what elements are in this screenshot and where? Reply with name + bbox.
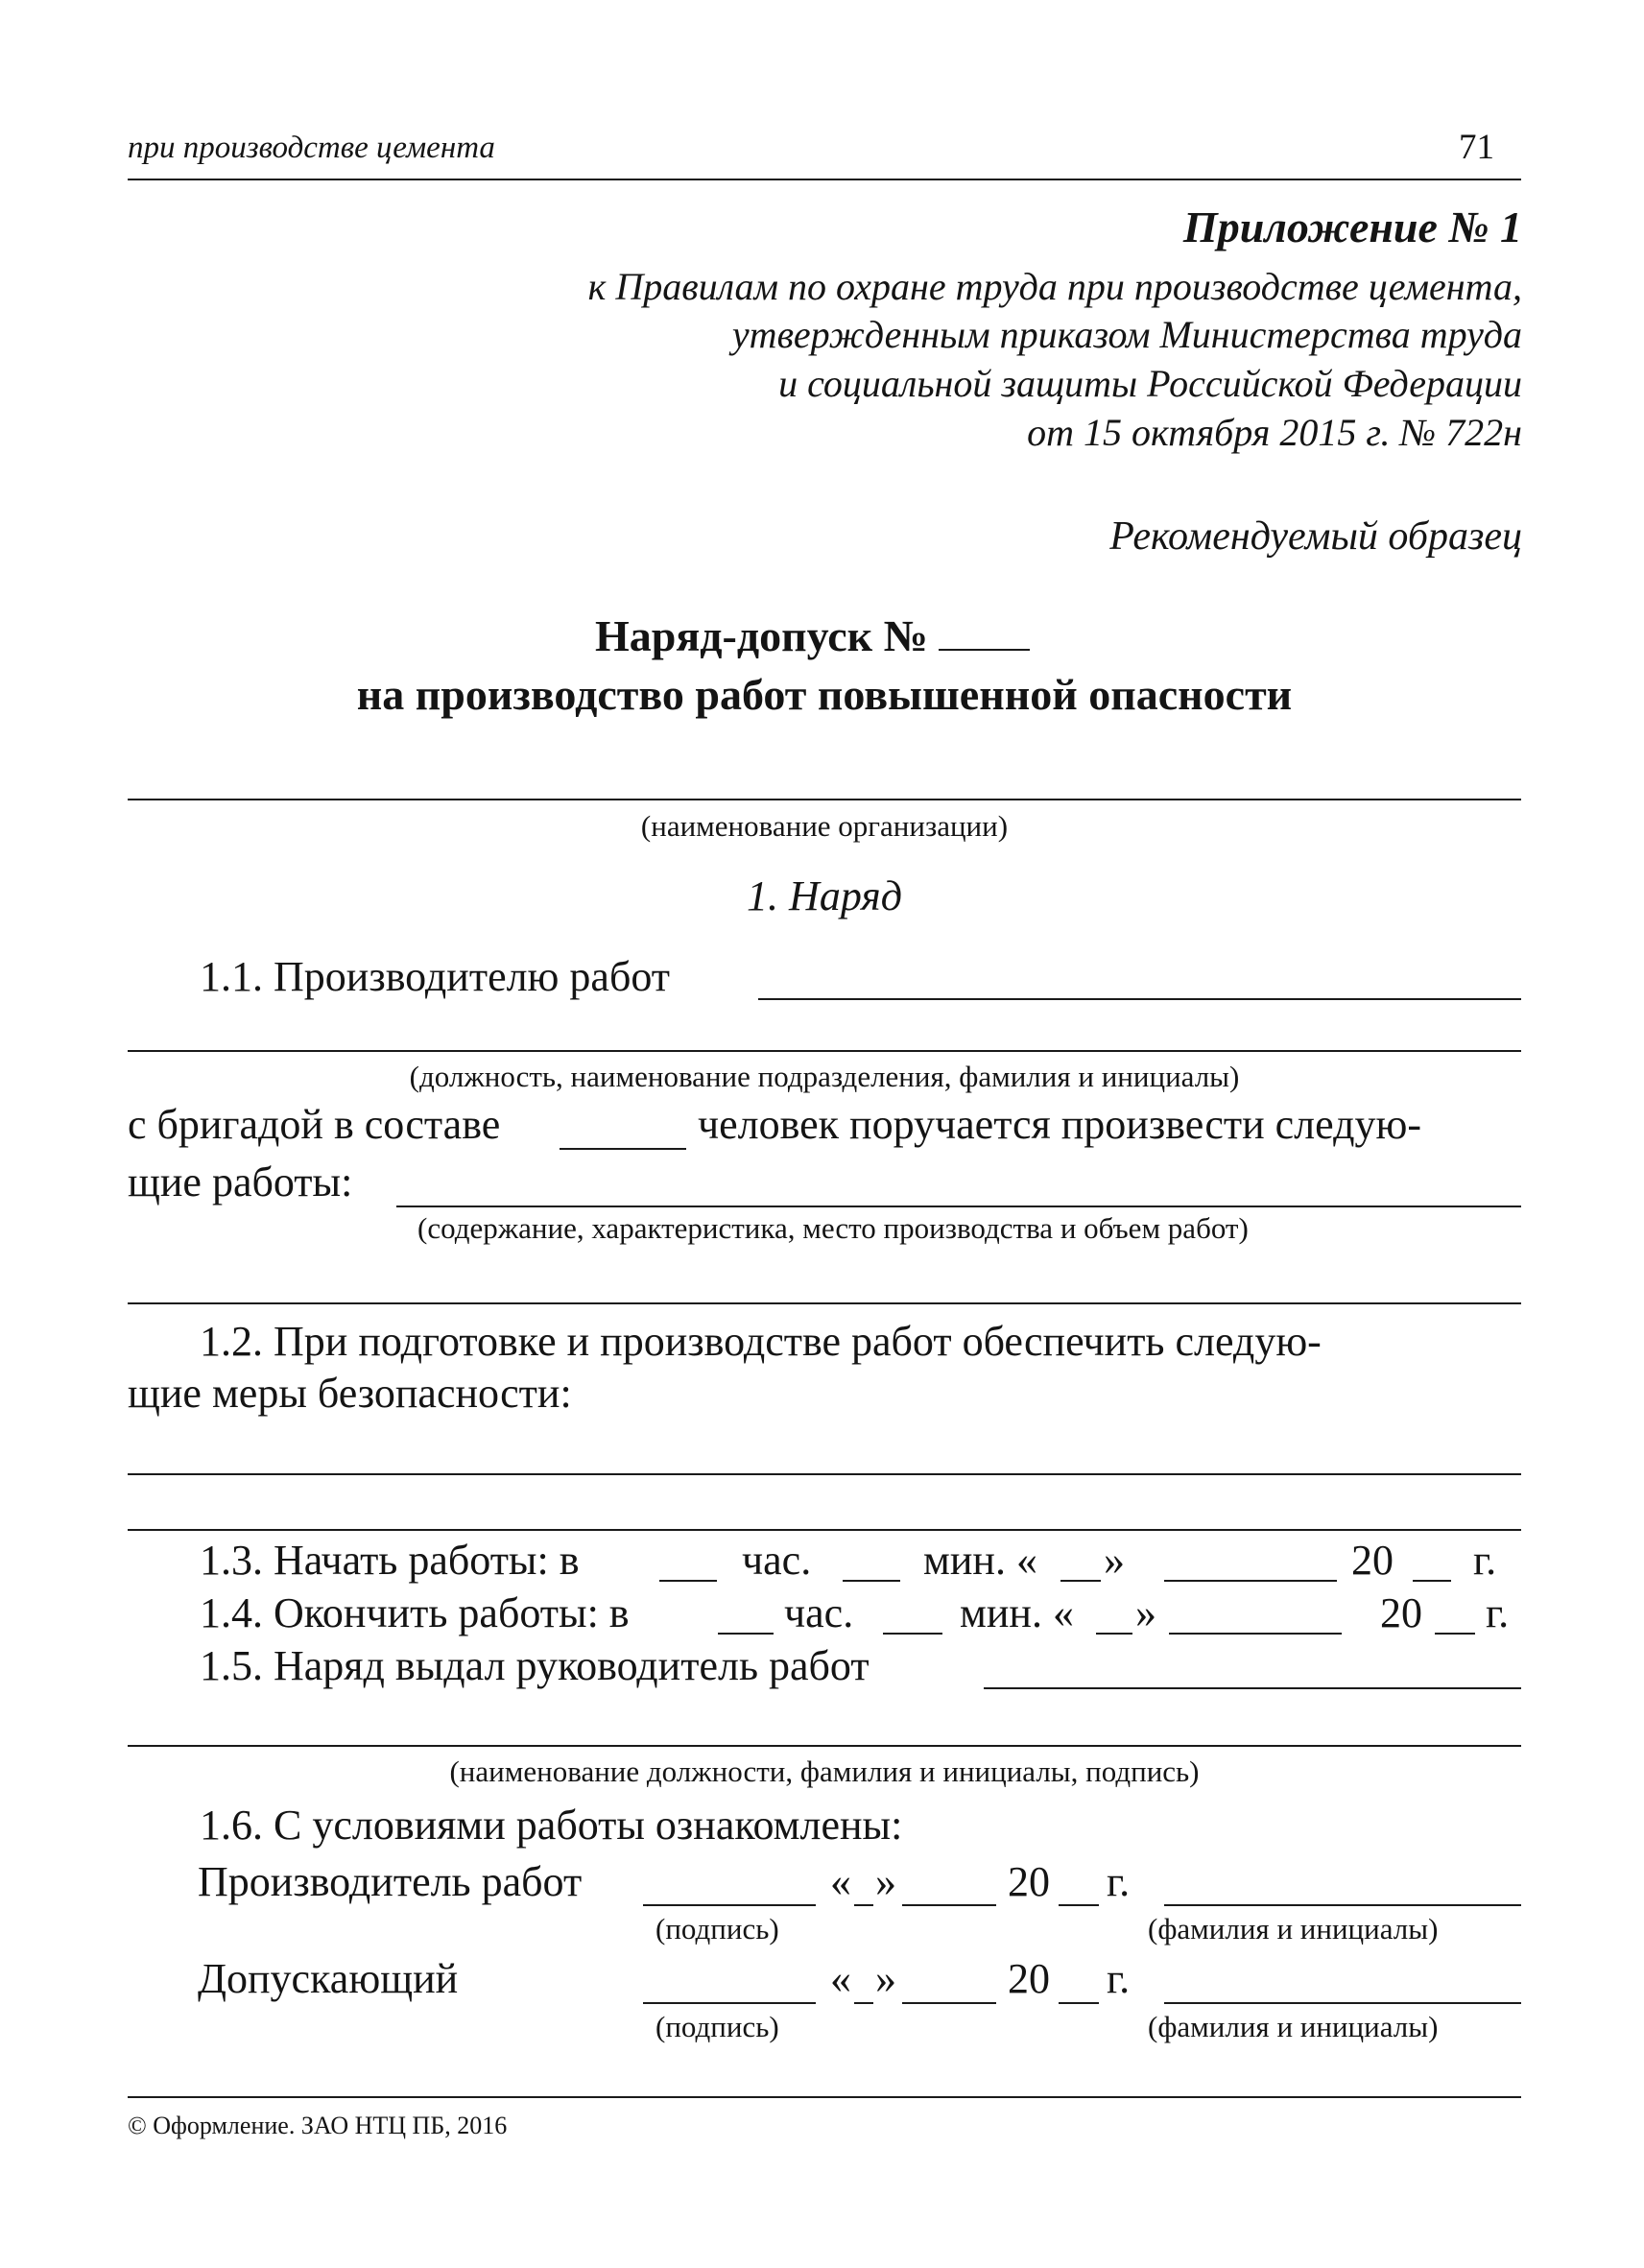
appendix-line-2: утвержденным приказом Министерства труда	[731, 313, 1522, 356]
page-number: 71	[1459, 128, 1494, 167]
admitting-month-blank[interactable]	[902, 2002, 996, 2004]
form-title-number: Наряд-допуск №	[595, 610, 1030, 661]
p1-4-year: 20	[1380, 1589, 1422, 1636]
p1-5-caption: (наименование должности, фамилия и инициалы, подпись)	[449, 1755, 1200, 1788]
producer-name-blank[interactable]	[1164, 1904, 1521, 1906]
admitting-year-blank[interactable]	[1059, 2002, 1099, 2004]
producer-g: г.	[1107, 1858, 1131, 1905]
producer-label: Производитель работ	[198, 1858, 583, 1905]
p1-4-min: мин. «	[960, 1589, 1074, 1636]
producer-day-blank[interactable]	[854, 1904, 873, 1906]
p1-6-label: 1.6. С условиями работы ознакомлены:	[200, 1802, 903, 1849]
p1-4-month-blank[interactable]	[1169, 1633, 1342, 1635]
p1-4-label: 1.4. Окончить работы: в	[200, 1589, 630, 1636]
p1-5-blank-2[interactable]	[128, 1745, 1521, 1747]
p1-3-quote-close: »	[1104, 1537, 1125, 1584]
p1-2-line-2: щие меры безопасности:	[128, 1370, 572, 1417]
p1-3-hour: час.	[742, 1537, 812, 1584]
footer-copyright: © Оформление. ЗАО НТЦ ПБ, 2016	[128, 2112, 508, 2139]
admitting-signature-caption: (подпись)	[655, 2010, 779, 2043]
p1-4-quote-close: »	[1135, 1589, 1156, 1636]
producer-year: 20	[1008, 1858, 1050, 1905]
appendix-line-1: к Правилам по охране труда при производстве цемента,	[587, 265, 1522, 308]
admitting-name-blank[interactable]	[1164, 2002, 1521, 2004]
p1-4-day-blank[interactable]	[1096, 1633, 1132, 1635]
footer-rule	[128, 2096, 1521, 2098]
p1-1-blank-2[interactable]	[128, 1050, 1521, 1052]
p1-1-caption: (должность, наименование подразделения, фамилия и инициалы)	[409, 1060, 1240, 1093]
p1-3-g: г.	[1473, 1537, 1497, 1584]
p1-2-line-1: 1.2. При подготовке и производстве работ обеспечить следую-	[200, 1318, 1322, 1365]
producer-year-blank[interactable]	[1059, 1904, 1099, 1906]
p1-1-blank[interactable]	[758, 998, 1521, 1000]
p1-3-day-blank[interactable]	[1060, 1580, 1101, 1582]
works-blank[interactable]	[396, 1206, 1521, 1207]
form-number-blank[interactable]	[939, 622, 1030, 651]
header-rule	[128, 179, 1521, 180]
producer-quote-open: «	[830, 1858, 851, 1905]
producer-signature-blank[interactable]	[643, 1904, 816, 1906]
brigade-text: человек поручается произвести следую-	[698, 1101, 1421, 1148]
appendix-title: Приложение № 1	[1182, 203, 1522, 251]
admitting-signature-blank[interactable]	[643, 2002, 816, 2004]
p1-4-g: г.	[1486, 1589, 1510, 1636]
producer-month-blank[interactable]	[902, 1904, 996, 1906]
admitting-quote-close: »	[875, 1955, 896, 2002]
org-name-line[interactable]	[128, 799, 1521, 800]
p1-3-year: 20	[1351, 1537, 1394, 1584]
recommended-sample: Рекомендуемый образец	[1109, 514, 1522, 559]
p1-3-min-blank[interactable]	[843, 1580, 900, 1582]
form-title-subject: на производство работ повышенной опасности	[356, 670, 1293, 719]
p1-4-hour: час.	[784, 1589, 854, 1636]
section-1-heading: 1. Наряд	[747, 872, 902, 919]
p1-3-min: мин. «	[923, 1537, 1037, 1584]
admitting-year: 20	[1008, 1955, 1050, 2002]
p1-3-label: 1.3. Начать работы: в	[200, 1537, 580, 1584]
p1-3-month-blank[interactable]	[1164, 1580, 1337, 1582]
admitting-g: г.	[1107, 1955, 1131, 2002]
running-title: при производстве цемента	[128, 131, 495, 165]
appendix-line-3: и социальной защиты Российской Федерации	[778, 362, 1522, 405]
safety-blank-1[interactable]	[128, 1473, 1521, 1475]
p1-5-label: 1.5. Наряд выдал руководитель работ	[200, 1642, 870, 1689]
producer-quote-close: »	[875, 1858, 896, 1905]
works-blank-2[interactable]	[128, 1302, 1521, 1304]
brigade-label: с бригадой в составе	[128, 1101, 501, 1148]
p1-4-year-blank[interactable]	[1435, 1633, 1475, 1635]
admitting-day-blank[interactable]	[854, 2002, 873, 2004]
p1-1-label: 1.1. Производителю работ	[200, 953, 670, 1000]
p1-4-hour-blank[interactable]	[718, 1633, 774, 1635]
p1-5-blank[interactable]	[984, 1687, 1521, 1689]
producer-signature-caption: (подпись)	[655, 1912, 779, 1946]
safety-blank-2[interactable]	[128, 1529, 1521, 1531]
appendix-date: от 15 октября 2015 г. № 722н	[1027, 411, 1522, 454]
admitting-label: Допускающий	[198, 1955, 459, 2002]
org-caption: (наименование организации)	[640, 809, 1009, 843]
producer-name-caption: (фамилия и инициалы)	[1148, 1912, 1439, 1946]
works-label: щие работы:	[128, 1158, 353, 1206]
p1-4-min-blank[interactable]	[883, 1633, 942, 1635]
p1-3-hour-blank[interactable]	[659, 1580, 717, 1582]
admitting-name-caption: (фамилия и инициалы)	[1148, 2010, 1439, 2043]
brigade-count-blank[interactable]	[560, 1148, 686, 1150]
admitting-quote-open: «	[830, 1955, 851, 2002]
works-caption: (содержание, характеристика, место производства и объем работ)	[417, 1211, 1249, 1245]
p1-3-year-blank[interactable]	[1413, 1580, 1451, 1582]
